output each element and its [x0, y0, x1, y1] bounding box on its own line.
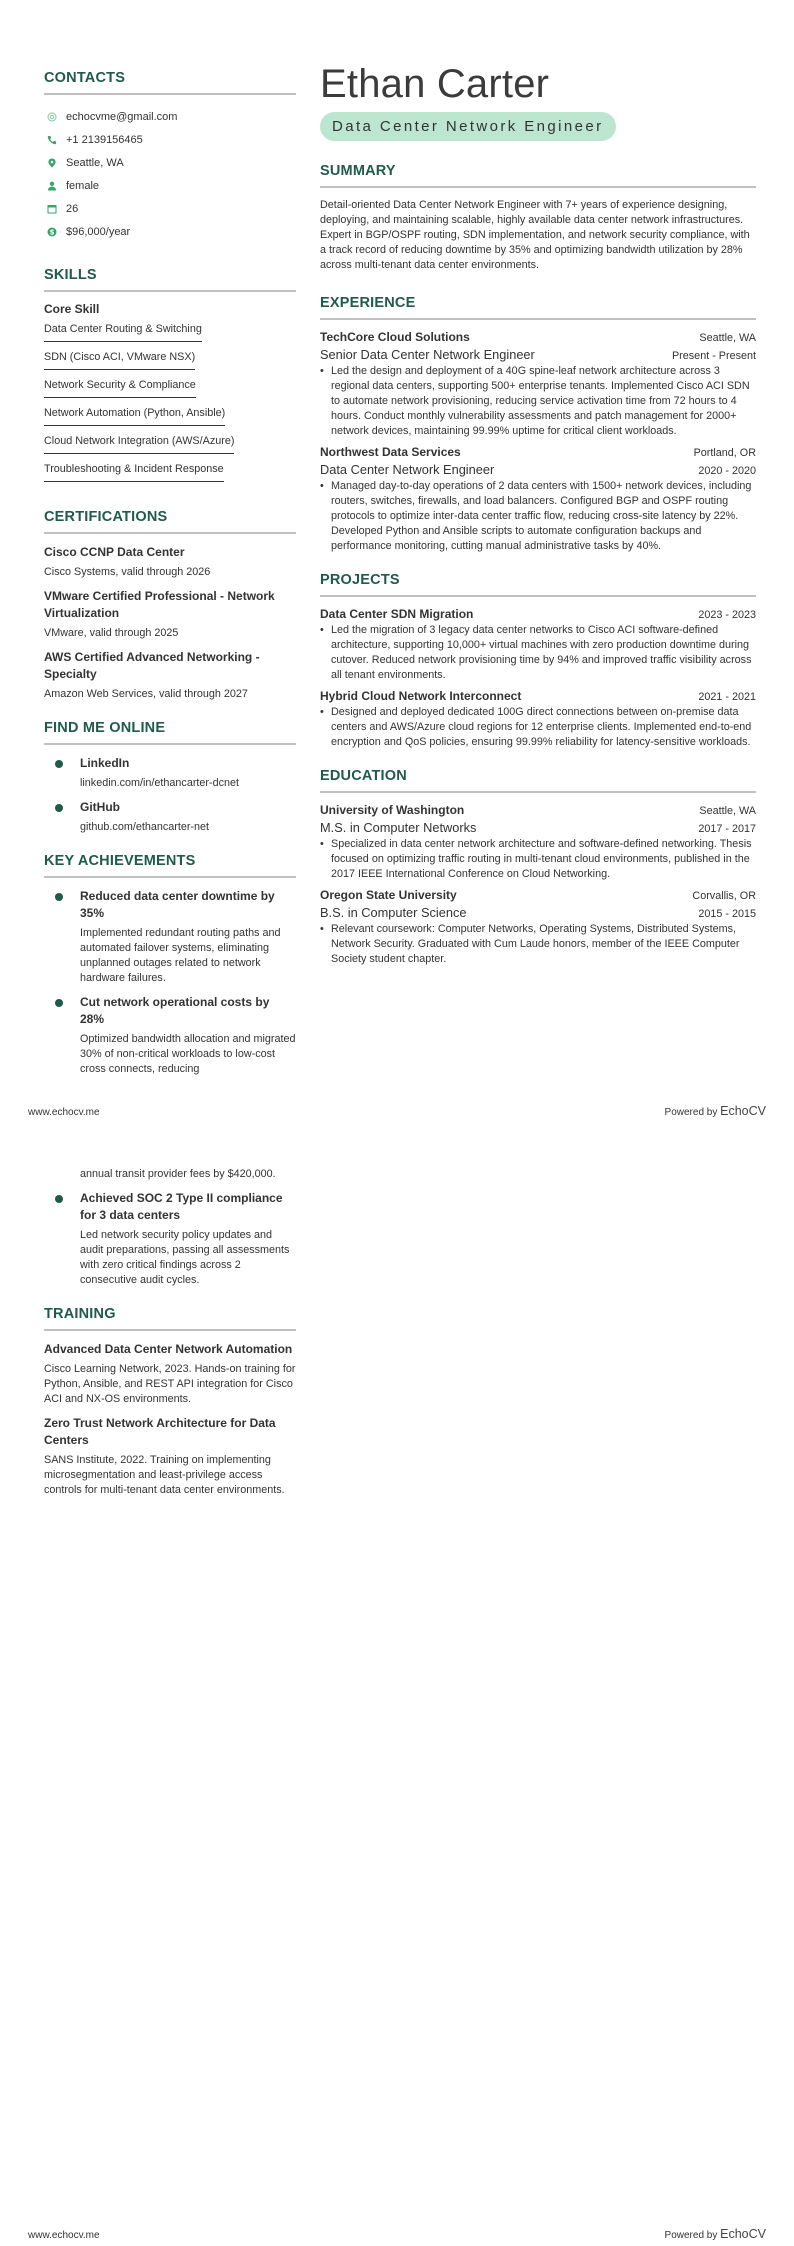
training-item [44, 1415, 296, 1498]
section-title-online: FIND ME ONLINE [44, 720, 296, 745]
contact-phone [44, 128, 296, 151]
job-dates: 2020 - 2020 [698, 465, 756, 477]
school-location: Seattle, WA [699, 805, 756, 817]
section-title-training: TRAINING [44, 1306, 296, 1331]
achievement-item [44, 1190, 296, 1288]
left-column [44, 70, 296, 1085]
footer-powered-by [665, 1104, 766, 1118]
project-dates: 2023 - 2023 [698, 609, 756, 621]
skill-category: Core Skill [44, 302, 100, 316]
powered-by-label: Powered by [664, 1107, 718, 1118]
skill-item: Cloud Network Integration (AWS/Azure) [44, 433, 234, 454]
certification-item [44, 588, 296, 641]
education-description: • Relevant coursework: Computer Networks, Operating Systems, Distributed Systems, Network Security. Graduated with Cum Laude honors, member of the IEEE Computer Society student chapter. [320, 922, 756, 967]
certification-detail: Amazon Web Services, valid through 2027 [44, 688, 248, 700]
experience-item [320, 330, 756, 439]
company-name: Northwest Data Services [320, 445, 461, 459]
calendar-icon [46, 203, 58, 215]
achievement-title: Reduced data center downtime by 35% [80, 889, 275, 920]
certification-item [44, 544, 296, 580]
job-description: • Led the design and deployment of a 40G spine-leaf network architecture across 3 regional data centers, supporting 500+ enterprise tenants. Implemented Cisco ACI SDN to automate network provisioning, reducing service activation time from 72 hours to 4 hours. Conduct monthly vulnerability assessments and patch management for 2000+ network devices, maintaining 99.99% uptime for critical client workloads. [320, 364, 756, 439]
project-item [320, 689, 756, 750]
achievements-section [44, 853, 296, 1077]
svg-text:$: $ [49, 228, 55, 237]
section-title-experience: EXPERIENCE [320, 295, 756, 320]
education-item [320, 803, 756, 882]
achievement-detail: annual transit provider fees by $420,000. [80, 1168, 276, 1180]
achievement-item [44, 994, 296, 1077]
contact-salary [44, 220, 296, 243]
degree: M.S. in Computer Networks [320, 820, 477, 835]
skill-item: Data Center Routing & Switching [44, 321, 202, 342]
certification-detail: VMware, valid through 2025 [44, 627, 179, 639]
education-description: • Specialized in data center network architecture and software-defined networking. Thesis focused on optimizing traffic routing in multi-tenant cloud environments, published in the 2017 IEEE International Conference on Cloud Networking. [320, 837, 756, 882]
project-description: • Led the migration of 3 legacy data center networks to Cisco ACI software-defined architecture, supporting 10,000+ virtual machines with zero production downtime during cutover. Reduced network provisioning time by 94% and improved traffic visibility across all tenant environments. [320, 623, 756, 683]
online-item-linkedin [44, 755, 296, 791]
role-badge: Data Center Network Engineer [320, 112, 616, 141]
training-detail: SANS Institute, 2022. Training on implementing microsegmentation and least-privilege access controls for multi-tenant data center environments. [44, 1454, 285, 1496]
online-link[interactable]: github.com/ethancarter-net [80, 821, 210, 833]
contact-phone-value: +1 2139156465 [66, 133, 143, 146]
skills-section [44, 267, 296, 487]
phone-icon [46, 134, 58, 146]
dollar-icon [46, 226, 58, 238]
experience-item [320, 445, 756, 554]
brand-logo[interactable]: EchoCV [720, 2227, 766, 2241]
achievement-detail: Optimized bandwidth allocation and migrated 30% of non-critical workloads to low-cost cross connects, reducing [80, 1033, 296, 1075]
contact-location-value: Seattle, WA [66, 156, 124, 169]
education-item [320, 888, 756, 967]
training-name: Zero Trust Network Architecture for Data Centers [44, 1416, 276, 1447]
certification-name: AWS Certified Advanced Networking - Specialty [44, 650, 260, 681]
bullet-dot-icon [55, 893, 63, 901]
contact-salary-value: $96,000/year [66, 225, 131, 238]
online-item-github [44, 799, 296, 835]
contacts-section [44, 70, 296, 243]
right-column [320, 62, 756, 973]
school-name: University of Washington [320, 803, 465, 817]
skill-item: Troubleshooting & Incident Response [44, 461, 224, 482]
school-name: Oregon State University [320, 888, 457, 902]
contact-gender [44, 174, 296, 197]
company-location: Portland, OR [693, 447, 756, 459]
section-title-certifications: CERTIFICATIONS [44, 509, 296, 534]
section-title-education: EDUCATION [320, 768, 756, 793]
online-name: GitHub [80, 800, 120, 814]
left-column-continued [44, 1167, 296, 1506]
contact-email-value: echocvme@gmail.com [66, 110, 178, 123]
online-section [44, 720, 296, 835]
summary-text: Detail-oriented Data Center Network Engineer with 7+ years of experience designing, deploying, and maintaining scalable, highly available data center network infrastructures. Expert in BGP/OSPF routing, SDN implementation, and network security compliance, with a track record of reducing downtime by 35% and optimizing bandwidth utilization by 28% across multi-tenant data center environments. [320, 199, 750, 271]
bullet-dot-icon [55, 760, 63, 768]
candidate-name: Ethan Carter [320, 62, 550, 106]
section-title-summary: SUMMARY [320, 163, 756, 188]
footer-website[interactable]: www.echocv.me [28, 2230, 100, 2241]
online-link[interactable]: linkedin.com/in/ethancarter-dcnet [80, 777, 240, 789]
section-title-projects: PROJECTS [320, 572, 756, 597]
project-description: • Designed and deployed dedicated 100G direct connections between on-premise data centers and AWS/Azure cloud regions for 12 enterprise clients. Implemented end-to-end encryption and QoS policies, ensuring 99.99% reliability for latency-sensitive workloads. [320, 705, 756, 750]
education-dates: 2017 - 2017 [698, 823, 756, 835]
certifications-section [44, 509, 296, 702]
achievement-item [44, 888, 296, 986]
section-title-contacts: CONTACTS [44, 70, 296, 95]
achievement-item-continued [44, 1167, 296, 1182]
contact-age [44, 197, 296, 220]
online-name: LinkedIn [80, 756, 130, 770]
contact-gender-value: female [66, 179, 100, 192]
section-title-achievements: KEY ACHIEVEMENTS [44, 853, 296, 878]
contact-age-value: 26 [66, 202, 79, 215]
job-dates: Present - Present [671, 350, 756, 362]
person-icon [46, 180, 58, 192]
certification-detail: Cisco Systems, valid through 2026 [44, 566, 211, 578]
education-dates: 2015 - 2015 [698, 908, 756, 920]
training-detail: Cisco Learning Network, 2023. Hands-on training for Python, Ansible, and REST API integration for Cisco ACI and NX-OS environments. [44, 1363, 296, 1405]
bullet-dot-icon [55, 999, 63, 1007]
skill-item: Network Security & Compliance [44, 377, 196, 398]
company-name: TechCore Cloud Solutions [320, 330, 470, 344]
project-dates: 2021 - 2021 [698, 691, 756, 703]
achievement-title: Achieved SOC 2 Type II compliance for 3 data centers [80, 1191, 283, 1222]
contact-email [44, 105, 296, 128]
location-pin-icon [46, 157, 58, 169]
project-item [320, 607, 756, 683]
skill-item: SDN (Cisco ACI, VMware NSX) [44, 349, 195, 370]
experience-section [320, 295, 756, 554]
section-title-skills: SKILLS [44, 267, 296, 292]
education-section [320, 768, 756, 967]
bullet-dot-icon [55, 1195, 63, 1203]
achievement-title: Cut network operational costs by 28% [80, 995, 270, 1026]
achievement-detail: Implemented redundant routing paths and automated failover systems, eliminating unplanned outages related to network hardware failures. [80, 927, 281, 984]
footer-powered-by [665, 2227, 766, 2241]
at-icon [46, 111, 58, 123]
summary-section [320, 163, 756, 273]
project-name: Hybrid Cloud Network Interconnect [320, 689, 522, 703]
contact-location [44, 151, 296, 174]
job-description: • Managed day-to-day operations of 2 data centers with 1500+ network devices, including routers, switches, firewalls, and load balancers. Configured BGP and OSPF routing protocols to optimize inter-data center traffic flow, reducing cross-site latency by 22%. Developed Python and Ansible scripts to automate configuration backups and performance monitoring, cutting manual administrative tasks by 40%. [320, 479, 756, 554]
resume-page-2 [0, 1123, 794, 2246]
project-name: Data Center SDN Migration [320, 607, 474, 621]
certification-name: Cisco CCNP Data Center [44, 545, 185, 559]
job-title: Senior Data Center Network Engineer [320, 347, 535, 362]
training-item [44, 1341, 296, 1407]
achievement-detail: Led network security policy updates and audit preparations, passing all assessments with zero critical findings across 2 consecutive audit cycles. [80, 1229, 290, 1286]
skill-item: Network Automation (Python, Ansible) [44, 405, 225, 426]
school-location: Corvallis, OR [692, 890, 756, 902]
training-section [44, 1306, 296, 1498]
brand-logo[interactable]: EchoCV [720, 1104, 766, 1118]
company-location: Seattle, WA [699, 332, 756, 344]
job-title: Data Center Network Engineer [320, 462, 495, 477]
degree: B.S. in Computer Science [320, 905, 467, 920]
powered-by-label: Powered by [664, 2230, 718, 2241]
certification-item [44, 649, 296, 702]
bullet-dot-icon [55, 804, 63, 812]
projects-section [320, 572, 756, 750]
certification-name: VMware Certified Professional - Network Virtualization [44, 589, 275, 620]
training-name: Advanced Data Center Network Automation [44, 1342, 293, 1356]
footer-website[interactable]: www.echocv.me [28, 1107, 100, 1118]
